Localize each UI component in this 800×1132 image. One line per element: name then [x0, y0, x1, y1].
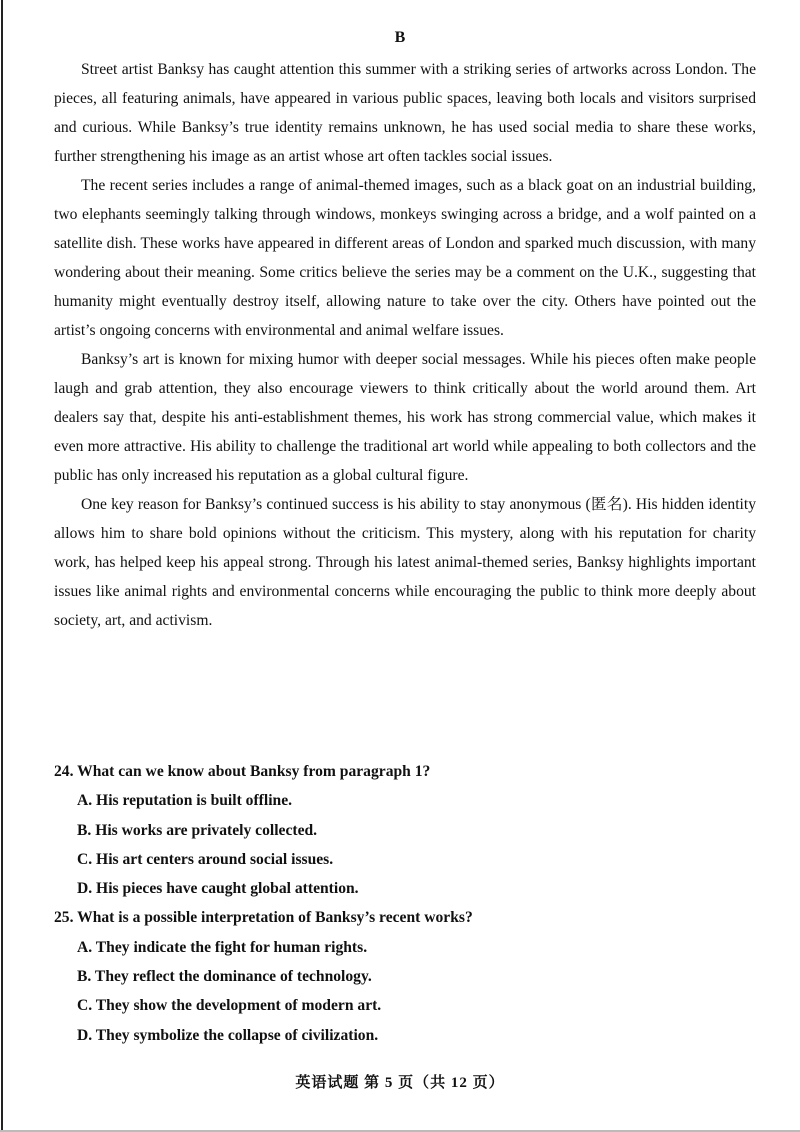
option-b: B. They reflect the dominance of technology.	[77, 968, 372, 986]
option-c: C. They show the development of modern art.	[77, 997, 382, 1015]
passage-paragraph-1: Street artist Banksy has caught attention this summer with a striking series of artworks across London. The pieces, all featuring animals, have appeared in various public spaces, leaving both locals and visitors surprised and curious. While Banksy’s true identity remains unknown, he has used social media to share these works, further strengthening his image as an artist whose art often tackles social issues.	[54, 61, 756, 165]
passage-paragraph-3: Banksy’s art is known for mixing humor with deeper social messages. While his pieces often make people laugh and grab attention, they also encourage viewers to think critically about the world around them. Art dealers say that, despite his anti-establishment themes, his work has strong commercial value, which makes it even more attractive. His ability to challenge the traditional art world while appealing to both collectors and the public has only increased his reputation as a global cultural figure.	[54, 351, 756, 484]
option-d: D. His pieces have caught global attention.	[77, 880, 359, 898]
question-stem: 25. What is a possible interpretation of Banksy’s recent works?	[54, 909, 473, 927]
option-d: D. They symbolize the collapse of civilization.	[77, 1026, 379, 1044]
option-a: A. They indicate the fight for human rights.	[77, 938, 368, 956]
reading-passage	[54, 55, 756, 635]
option-list	[54, 786, 756, 903]
question-25	[54, 903, 756, 1049]
question-block	[54, 757, 756, 1050]
left-border-line	[1, 0, 3, 1132]
option-b: B. His works are privately collected.	[77, 821, 318, 839]
option-a: A. His reputation is built offline.	[77, 792, 293, 810]
option-c: C. His art centers around social issues.	[77, 850, 334, 868]
section-label: B	[394, 29, 406, 46]
page-footer: 英语试题 第 5 页（共 12 页）	[295, 1075, 505, 1091]
question-stem: 24. What can we know about Banksy from paragraph 1?	[54, 763, 431, 780]
option-list	[54, 933, 756, 1050]
question-24	[54, 757, 756, 903]
passage-paragraph-4: One key reason for Banksy’s continued success is his ability to stay anonymous (匿名). His hidden identity allows him to share bold opinions without the criticism. This mystery, along with his reputation for charity work, has helped keep his appeal strong. Through his latest animal-themed series, Banksy highlights important issues like animal rights and environmental concerns while encouraging the public to think more deeply about society, art, and activism.	[54, 496, 756, 629]
passage-paragraph-2: The recent series includes a range of animal-themed images, such as a black goat on an industrial building, two elephants seemingly talking through windows, monkeys swinging across a bridge, and a wolf painted on a satellite dish. These works have appeared in different areas of London and sparked much discussion, with many wondering about their meaning. Some critics believe the series may be a comment on the U.K., suggesting that humanity might eventually destroy itself, allowing nature to take over the city. Others have pointed out the artist’s ongoing concerns with environmental and animal welfare issues.	[54, 177, 756, 339]
